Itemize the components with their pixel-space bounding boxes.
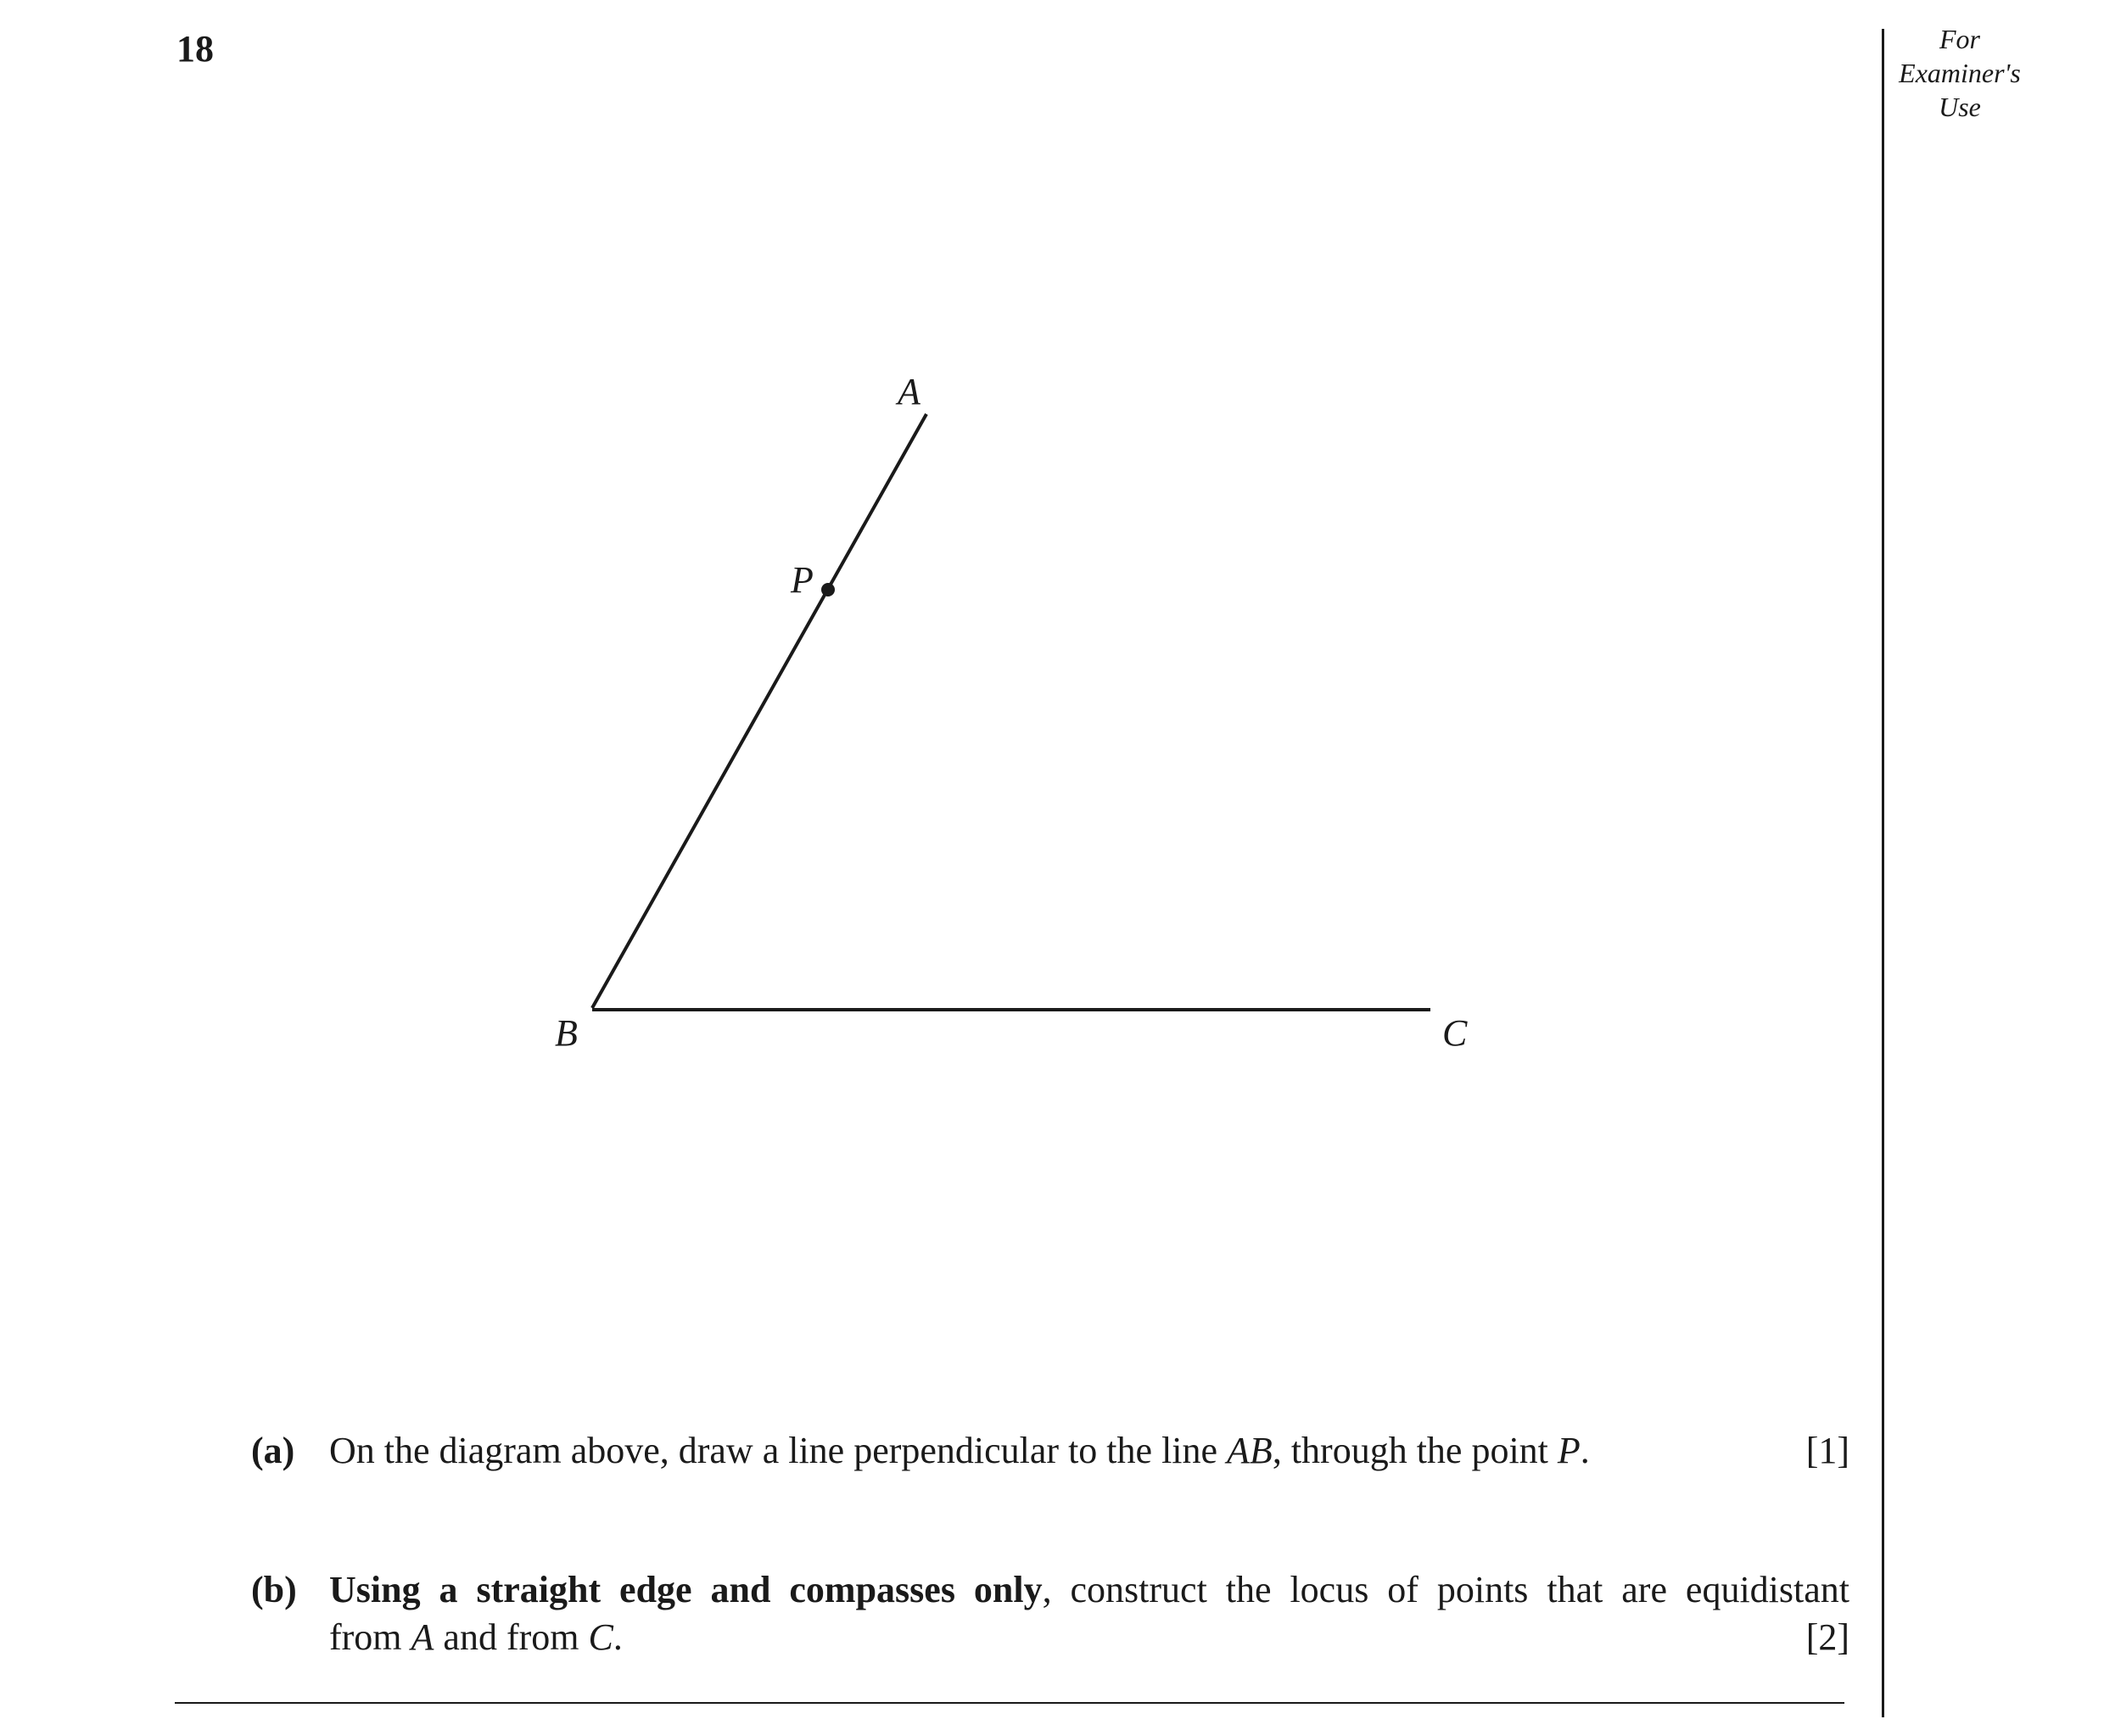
question-a-point-name: P xyxy=(1557,1430,1581,1471)
question-b-marks: [2] xyxy=(1805,1616,1849,1658)
question-b-line-1 xyxy=(329,1566,1849,1614)
line-ab xyxy=(592,414,926,1008)
label-b: B xyxy=(555,1012,578,1054)
question-a-line-name: AB xyxy=(1227,1430,1273,1471)
question-a-text-part: On the diagram above, draw a line perpendicular to the line xyxy=(329,1430,1228,1471)
question-b-point-c: C xyxy=(588,1616,613,1658)
question-b-text-part: . xyxy=(613,1616,623,1658)
label-a: A xyxy=(898,371,920,412)
question-a-marks: [1] xyxy=(1805,1430,1849,1471)
question-b-text xyxy=(329,1566,1849,1661)
bottom-rule xyxy=(175,1702,1844,1704)
question-a-text xyxy=(329,1427,1849,1475)
question-a-text-part: , through the point xyxy=(1272,1430,1558,1471)
question-b-text-part: , construct the locus of points that are equidistant xyxy=(1042,1569,1849,1610)
examiner-line-3: Use xyxy=(1939,92,1981,122)
question-b-line-2 xyxy=(329,1614,1849,1661)
examiner-line-1: For xyxy=(1939,24,1980,54)
page-number: 18 xyxy=(176,28,214,70)
label-c: C xyxy=(1442,1012,1468,1054)
label-p: P xyxy=(791,559,814,601)
question-b-text-part: and from xyxy=(434,1616,589,1658)
point-p-marker xyxy=(821,583,835,596)
question-a-label: (a) xyxy=(251,1430,295,1471)
question-b-text-part: from xyxy=(329,1616,411,1658)
question-b-point-a: A xyxy=(411,1616,434,1658)
question-b-emphasis: Using a straight edge and compasses only xyxy=(329,1569,1043,1610)
examiner-line-2: Examiner's xyxy=(1899,58,2021,88)
question-a-text-part: . xyxy=(1580,1430,1590,1471)
question-b-label: (b) xyxy=(251,1569,297,1610)
